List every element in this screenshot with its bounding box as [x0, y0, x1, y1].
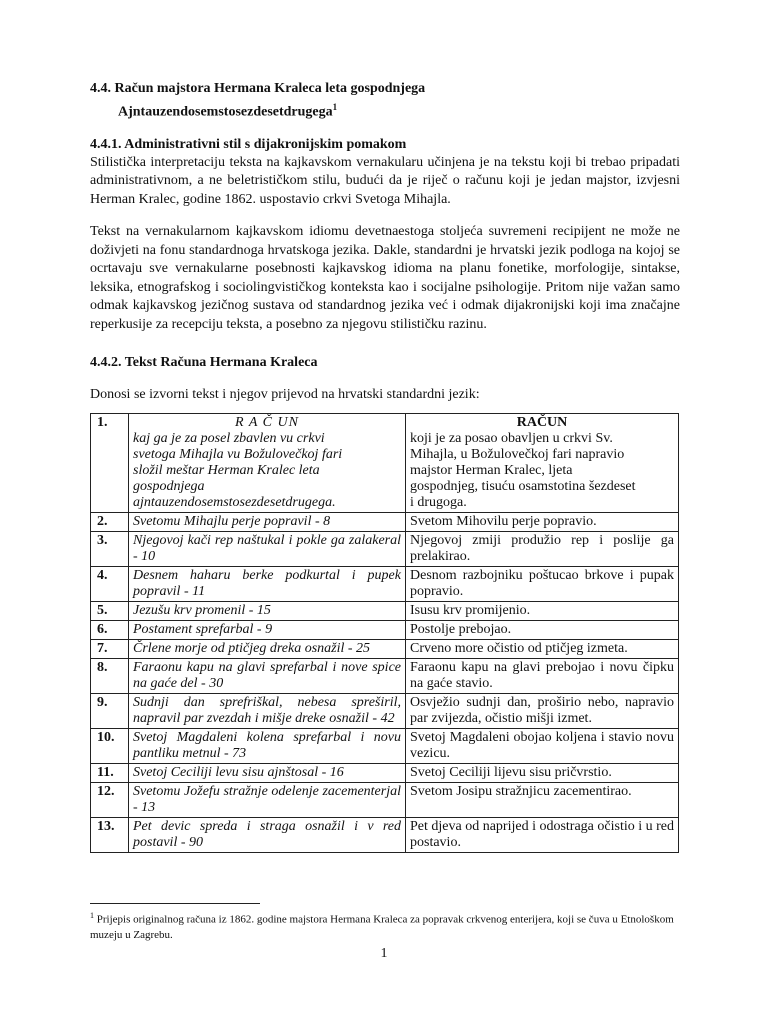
footnote-divider: [90, 903, 260, 904]
footnote-mark: 1: [90, 911, 94, 920]
document-page: [90, 80, 680, 853]
source-cell: Svetoj Magdaleni kolena sprefarbal i novu pantliku metnul - 73: [129, 728, 406, 763]
row-number: 13.: [91, 817, 129, 852]
translation-cell: Desnom razbojniku poštucao brkove i pupak popravio.: [406, 566, 679, 601]
row-number: 4.: [91, 566, 129, 601]
table-row: [91, 566, 679, 601]
translation-line: i drugoga.: [410, 494, 467, 510]
row-number: 8.: [91, 658, 129, 693]
page-number: 1: [380, 946, 388, 961]
translation-cell: Njegovoj zmiji produžio rep i poslije ga prelakirao.: [406, 531, 679, 566]
row-number: 10.: [91, 728, 129, 763]
translation-cell: Svetom Josipu stražnjicu zacementirao.: [406, 782, 679, 817]
table-row: [91, 512, 679, 531]
translation-cell: Postolje prebojao.: [406, 620, 679, 639]
table-row: [91, 782, 679, 817]
source-cell: Postament sprefarbal - 9: [129, 620, 406, 639]
translation-line: Mihajla, u Božulovečkoj fari napravio: [410, 446, 625, 462]
translation-cell: [406, 413, 679, 512]
translation-cell: Svetom Mihovilu perje popravio.: [406, 512, 679, 531]
table-row: [91, 763, 679, 782]
table-row: [91, 728, 679, 763]
source-cell: Svetomu Jožefu stražnje odelenje zacementerjal - 13: [129, 782, 406, 817]
table-row: [91, 531, 679, 566]
footnote-text: Prijepis originalnog računa iz 1862. godine majstora Hermana Kraleca za popravak crkvenog enterijera, koji se čuva u Etnološkom muzeju u Zagrebu.: [90, 913, 674, 941]
source-line: ajntauzendosemstosezdesetdrugega.: [133, 494, 336, 510]
source-cell: [129, 413, 406, 512]
table-row: [91, 817, 679, 852]
source-cell: Njegovoj kači rep naštukal i pokle ga zalakeral - 10: [129, 531, 406, 566]
source-line: složil meštar Herman Kralec leta: [133, 462, 320, 478]
translation-cell: Faraonu kapu na glavi prebojao i novu čipku na gaće stavio.: [406, 658, 679, 693]
table-row: [91, 601, 679, 620]
invoice-table: [90, 413, 679, 853]
source-cell: Desnem haharu berke podkurtal i pupek popravil - 11: [129, 566, 406, 601]
table-row: [91, 413, 679, 512]
chapter-heading-line1: 4.4. Račun majstora Hermana Kraleca leta gospodnjega: [90, 81, 426, 96]
source-title: R A Č UN: [235, 414, 299, 430]
translation-line: majstor Herman Kralec, ljeta: [410, 462, 573, 478]
chapter-heading-line2: Ajntauzendosemstosezdesetdrugega: [118, 104, 333, 120]
section-heading-2: 4.4.2. Tekst Računa Hermana Kraleca: [90, 355, 318, 371]
table-row: [91, 693, 679, 728]
source-cell: Faraonu kapu na glavi sprefarbal i nove spice na gaće del - 30: [129, 658, 406, 693]
row-number: 9.: [91, 693, 129, 728]
table-row: [91, 639, 679, 658]
source-line: kaj ga je za posel zbavlen vu crkvi: [133, 430, 325, 446]
row-number: 3.: [91, 531, 129, 566]
source-cell: Svetomu Mihajlu perje popravil - 8: [129, 512, 406, 531]
row-number: 5.: [91, 601, 129, 620]
source-cell: Svetoj Ceciliji levu sisu ajnštosal - 16: [129, 763, 406, 782]
source-cell: Sudnji dan sprefriškal, nebesa spreširil, napravil par zvezdah i mišje dreke osnažil - 42: [129, 693, 406, 728]
row-number: 12.: [91, 782, 129, 817]
table-row: [91, 658, 679, 693]
translation-cell: Osvježio sudnji dan, proširio nebo, napravio par zvijezda, očistio mišji izmet.: [406, 693, 679, 728]
translation-line: gospodnjeg, tisuću osamstotina šezdeset: [410, 478, 636, 494]
translation-cell: Svetoj Magdaleni obojao koljena i stavio novu vezicu.: [406, 728, 679, 763]
footnote: [90, 908, 680, 943]
source-cell: Črlene morje od ptičjeg dreka osnažil - 25: [129, 639, 406, 658]
section-heading-1: 4.4.1. Administrativni stil s dijakronijskim pomakom: [90, 136, 407, 152]
translation-title: RAČUN: [516, 414, 568, 430]
row-number: 6.: [91, 620, 129, 639]
source-cell: Jezušu krv promenil - 15: [129, 601, 406, 620]
chapter-heading: [90, 80, 680, 122]
row-number: 1.: [91, 413, 129, 512]
table-intro: Donosi se izvorni tekst i njegov prijevod na hrvatski standardni jezik:: [90, 387, 480, 403]
row-number: 7.: [91, 639, 129, 658]
translation-line: koji je za posao obavljen u crkvi Sv.: [410, 430, 613, 446]
paragraph-1: Stilistička interpretaciju teksta na kajkavskom vernakularu učinjena je na tekstu koji bi trebao pripadati administrativnom, a ne beletrističkom stilu, budući da je riječ o računu koji je jedan majstor, izvjesni Herman Kralec, godine 1862. uspostavio crkvi Svetoga Mihajla.: [90, 154, 680, 207]
source-cell: Pet devic spreda i straga osnažil i v red postavil - 90: [129, 817, 406, 852]
translation-cell: Crveno more očistio od ptičjeg izmeta.: [406, 639, 679, 658]
source-line: svetoga Mihajla vu Božulovečkoj fari: [133, 446, 343, 462]
translation-cell: Isusu krv promijenio.: [406, 601, 679, 620]
row-number: 2.: [91, 512, 129, 531]
translation-cell: Svetoj Ceciliji lijevu sisu pričvrstio.: [406, 763, 679, 782]
paragraph-2: Tekst na vernakularnom kajkavskom idiomu devetnaestoga stoljeća suvremeni recipijent ne može ne doživjeti na fonu standardnoga hrvatskoga jezika. Dakle, standardni je hrvatski jezik podloga na kojoj se ocrtavaju sve vernakularne posebnosti kajkavskog idioma na planu fonetike, morfologije, sintakse, leksika, etnografskog i sociolingvističkog konteksta kao i socijalne psihologije. Pritom nije važan samo odmak kajkavskog jezičnog sustava od standardnog jezika već i odmak dijakronijski koji ima značajne reperkusije za recepciju teksta, a posebno za njegovu stilističku razinu.: [90, 224, 680, 332]
translation-cell: Pet djeva od naprijed i odostraga očistio i u red postavio.: [406, 817, 679, 852]
row-number: 11.: [91, 763, 129, 782]
source-line: gospodnjega: [133, 478, 205, 494]
footnote-reference[interactable]: 1: [332, 102, 338, 112]
table-row: [91, 620, 679, 639]
